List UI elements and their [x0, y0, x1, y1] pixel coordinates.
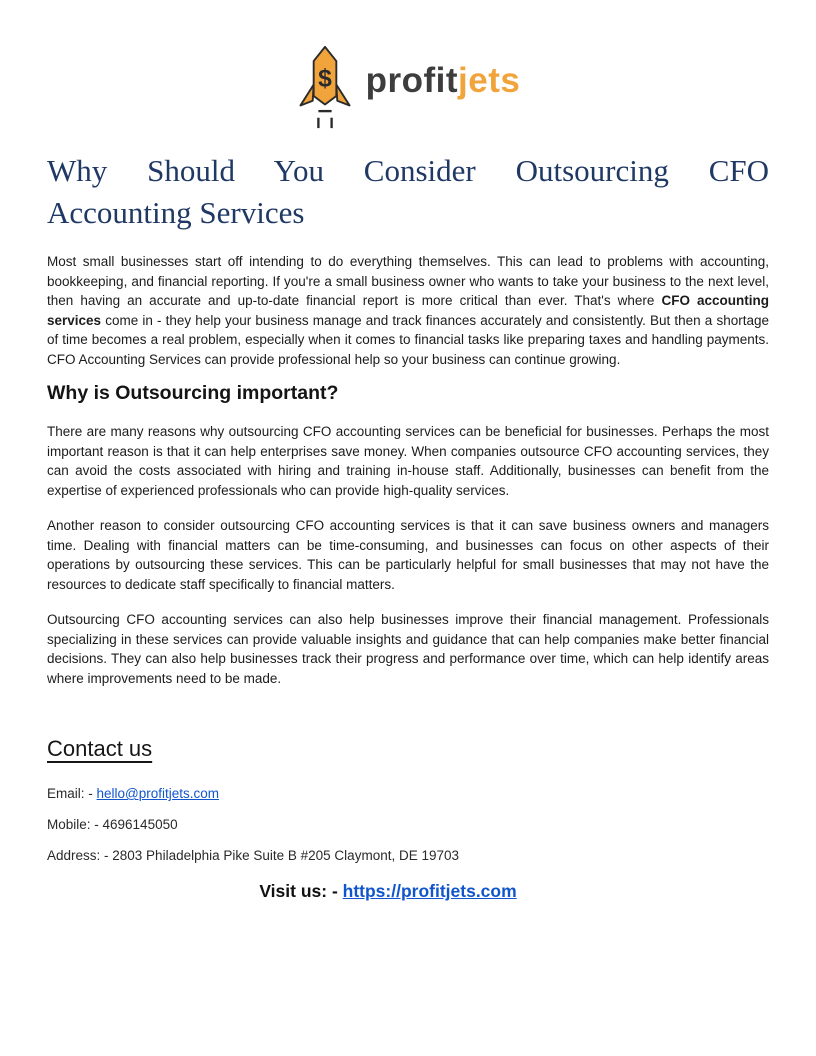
- brand-wordmark: [366, 63, 521, 112]
- contact-heading: Contact us: [47, 736, 153, 761]
- svg-text:$: $: [317, 65, 332, 93]
- email-line: [47, 786, 769, 801]
- section-heading: Why is Outsourcing important?: [47, 382, 339, 404]
- section-paragraph-3: Outsourcing CFO accounting services can also help businesses improve their financial management. Professionals specializing in these services can provide valuable insights and guidance that can help companies make better financial decisions. They can also help businesses track their progress and performance over time, which can help identify areas where improvements need to be made.: [47, 612, 769, 686]
- section-paragraph-1: There are many reasons why outsourcing CFO accounting services can be beneficial for businesses. Perhaps the most important reason is that it can help enterprises save money. When companies outsource CFO accounting services, they can avoid the costs associated with hiring and training in-house staff. Additionally, businesses can benefit from the expertise of experienced professionals who can provide high-quality services.: [47, 424, 769, 498]
- mobile-line: Mobile: - 4696145050: [47, 817, 178, 832]
- rocket-dollar-icon: [296, 45, 354, 130]
- visit-us-label: Visit us: -: [259, 881, 343, 901]
- page-title: [47, 150, 769, 234]
- page-title-line-1: Why Should You Consider Outsourcing CFO: [47, 153, 769, 188]
- visit-us-line: [47, 879, 729, 903]
- intro-paragraph: [47, 252, 769, 369]
- visit-us-link[interactable]: https://profitjets.com: [342, 881, 517, 901]
- profitjets-logo: [47, 45, 769, 130]
- intro-text-after: come in - they help your business manage and track finances accurately and consistently. But then a shortage of time becomes a real problem, especially when it comes to financial tasks like preparing taxes and handling payments. CFO Accounting Services can provide professional help so your business can continue growing.: [47, 312, 769, 367]
- brand-prefix: profit: [365, 61, 459, 100]
- intro-bold-phrase: CFO accounting services: [47, 293, 769, 328]
- brand-suffix: jets: [458, 61, 521, 100]
- address-line: Address: - 2803 Philadelphia Pike Suite B #205 Claymont, DE 19703: [47, 848, 460, 863]
- page-title-line-2: Accounting Services: [47, 195, 305, 230]
- section-paragraph-2: Another reason to consider outsourcing CFO accounting services is that it can save business owners and managers time. Dealing with financial matters can be time-consuming, and businesses can focus on other aspects of their operations by outsourcing these services. This can be particularly helpful for small businesses that may not have the resources to dedicate staff specifically to financial matters.: [47, 518, 769, 592]
- email-label: Email: -: [47, 786, 97, 801]
- email-link[interactable]: hello@profitjets.com: [96, 786, 220, 801]
- intro-text-before: Most small businesses start off intending to do everything themselves. This can lead to problems with accounting, bookkeeping, and financial reporting. If you're a small business owner who wants to take your business to the next level, then having an accurate and up-to-date financial report is more critical than ever. That's where: [47, 254, 769, 308]
